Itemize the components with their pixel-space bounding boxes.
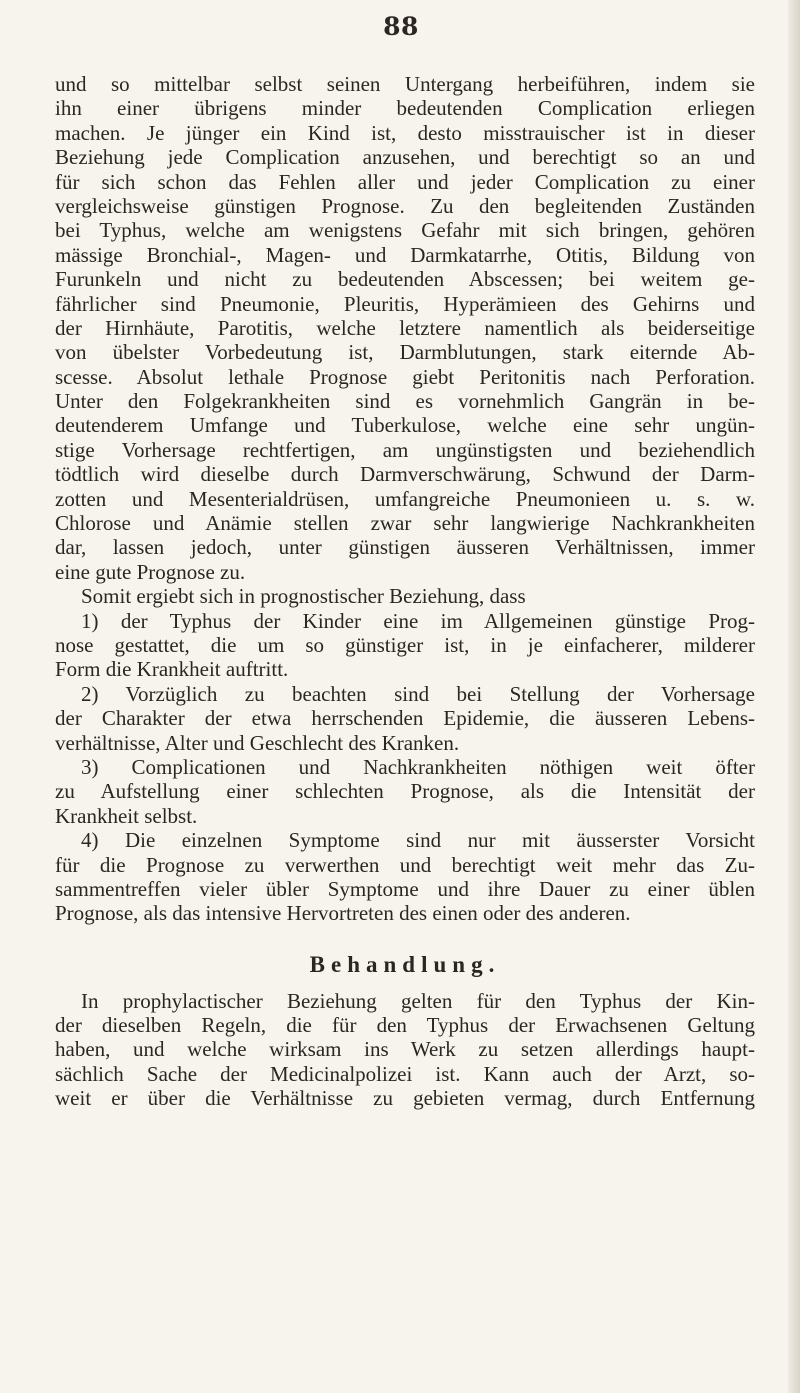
text-line: der Hirnhäute, Parotitis, welche letztere namentlich als beiderseitige: [55, 315, 755, 340]
paragraph-treatment: [55, 989, 755, 1111]
text-line: verhältnisse, Alter und Geschlecht des Kranken.: [55, 730, 460, 755]
text-line: Prognose, als das intensive Hervortreten des einen oder des anderen.: [55, 901, 631, 926]
text-line: deutenderem Umfange und Tuberkulose, welche eine sehr ungün-: [55, 413, 755, 438]
text-line: Unter den Folgekrankheiten sind es vornehmlich Gangrän in be-: [55, 389, 755, 414]
text-line: eine gute Prognose zu.: [55, 559, 246, 584]
text-line: sächlich Sache der Medicinalpolizei ist. Kann auch der Arzt, so-: [55, 1061, 755, 1086]
text-line: 4) Die einzelnen Symptome sind nur mit äusserster Vorsicht: [81, 828, 755, 853]
text-line: mässige Bronchial-, Magen- und Darmkatarrhe, Otitis, Bildung von: [55, 242, 755, 267]
text-line: In prophylactischer Beziehung gelten für den Typhus der Kin-: [81, 988, 755, 1013]
text-line: 1) der Typhus der Kinder eine im Allgemeinen günstige Prog-: [81, 608, 755, 633]
text-line: und so mittelbar selbst seinen Untergang herbeiführen, indem sie: [55, 72, 755, 96]
text-line: bei Typhus, welche am wenigstens Gefahr mit sich bringen, gehören: [55, 218, 755, 243]
text-line: weit er über die Verhältnisse zu gebieten vermag, durch Entfernung: [55, 1086, 755, 1111]
text-line: 3) Complicationen und Nachkrankheiten nöthigen weit öfter: [81, 754, 755, 779]
text-line: ihn einer übrigens minder bedeutenden Complication erliegen: [55, 96, 755, 121]
text-line: von übelster Vorbedeutung ist, Darmblutungen, stark eiternde Ab-: [55, 340, 755, 365]
text-line: scesse. Absolut lethale Prognose giebt Peritonitis nach Perforation.: [55, 364, 755, 389]
paragraph-prognosis: [55, 72, 755, 926]
text-line: der dieselben Regeln, die für den Typhus der Erwachsenen Geltung: [55, 1013, 755, 1038]
text-line: Beziehung jede Complication anzusehen, und berechtigt so an und: [55, 145, 755, 170]
text-line: Furunkeln und nicht zu bedeutenden Abscessen; bei weitem ge-: [55, 267, 755, 292]
text-line: nose gestattet, die um so günstiger ist, in je einfacherer, milderer: [55, 632, 755, 657]
text-line: Krankheit selbst.: [55, 803, 198, 828]
text-line: für sich schon das Fehlen aller und jeder Complication zu einer: [55, 169, 755, 194]
text-line: Chlorose und Anämie stellen zwar sehr langwierige Nachkrankheiten: [55, 511, 755, 536]
text-line: Somit ergiebt sich in prognostischer Beziehung, dass: [81, 584, 526, 609]
body-text: [55, 72, 755, 1111]
text-line: 2) Vorzüglich zu beachten sind bei Stellung der Vorhersage: [81, 681, 755, 706]
text-line: tödtlich wird dieselbe durch Darmverschwärung, Schwund der Darm-: [55, 462, 755, 487]
text-line: der Charakter der etwa herrschenden Epidemie, die äusseren Lebens-: [55, 706, 755, 731]
page-number: 88: [383, 12, 419, 41]
text-line: fährlicher sind Pneumonie, Pleuritis, Hyperämieen des Gehirns und: [55, 291, 755, 316]
text-line: für die Prognose zu verwerthen und berechtigt weit mehr das Zu-: [55, 852, 755, 877]
text-line: Form die Krankheit auftritt.: [55, 657, 289, 682]
text-line: haben, und welche wirksam ins Werk zu setzen allerdings haupt-: [55, 1037, 755, 1062]
text-line: machen. Je jünger ein Kind ist, desto misstrauischer ist in dieser: [55, 120, 755, 145]
section-heading: Behandlung.: [309, 951, 501, 977]
text-line: zotten und Mesenterialdrüsen, umfangreiche Pneumonieen u. s. w.: [55, 486, 755, 511]
text-line: zu Aufstellung einer schlechten Prognose, als die Intensität der: [55, 779, 755, 804]
text-line: vergleichsweise günstigen Prognose. Zu den begleitenden Zuständen: [55, 193, 755, 218]
page-edge: [788, 0, 800, 1393]
text-line: stige Vorhersage rechtfertigen, am ungünstigsten und beziehendlich: [55, 437, 755, 462]
text-line: sammentreffen vieler übler Symptome und ihre Dauer zu einer üblen: [55, 876, 755, 901]
text-line: dar, lassen jedoch, unter günstigen äusseren Verhältnissen, immer: [55, 535, 755, 560]
